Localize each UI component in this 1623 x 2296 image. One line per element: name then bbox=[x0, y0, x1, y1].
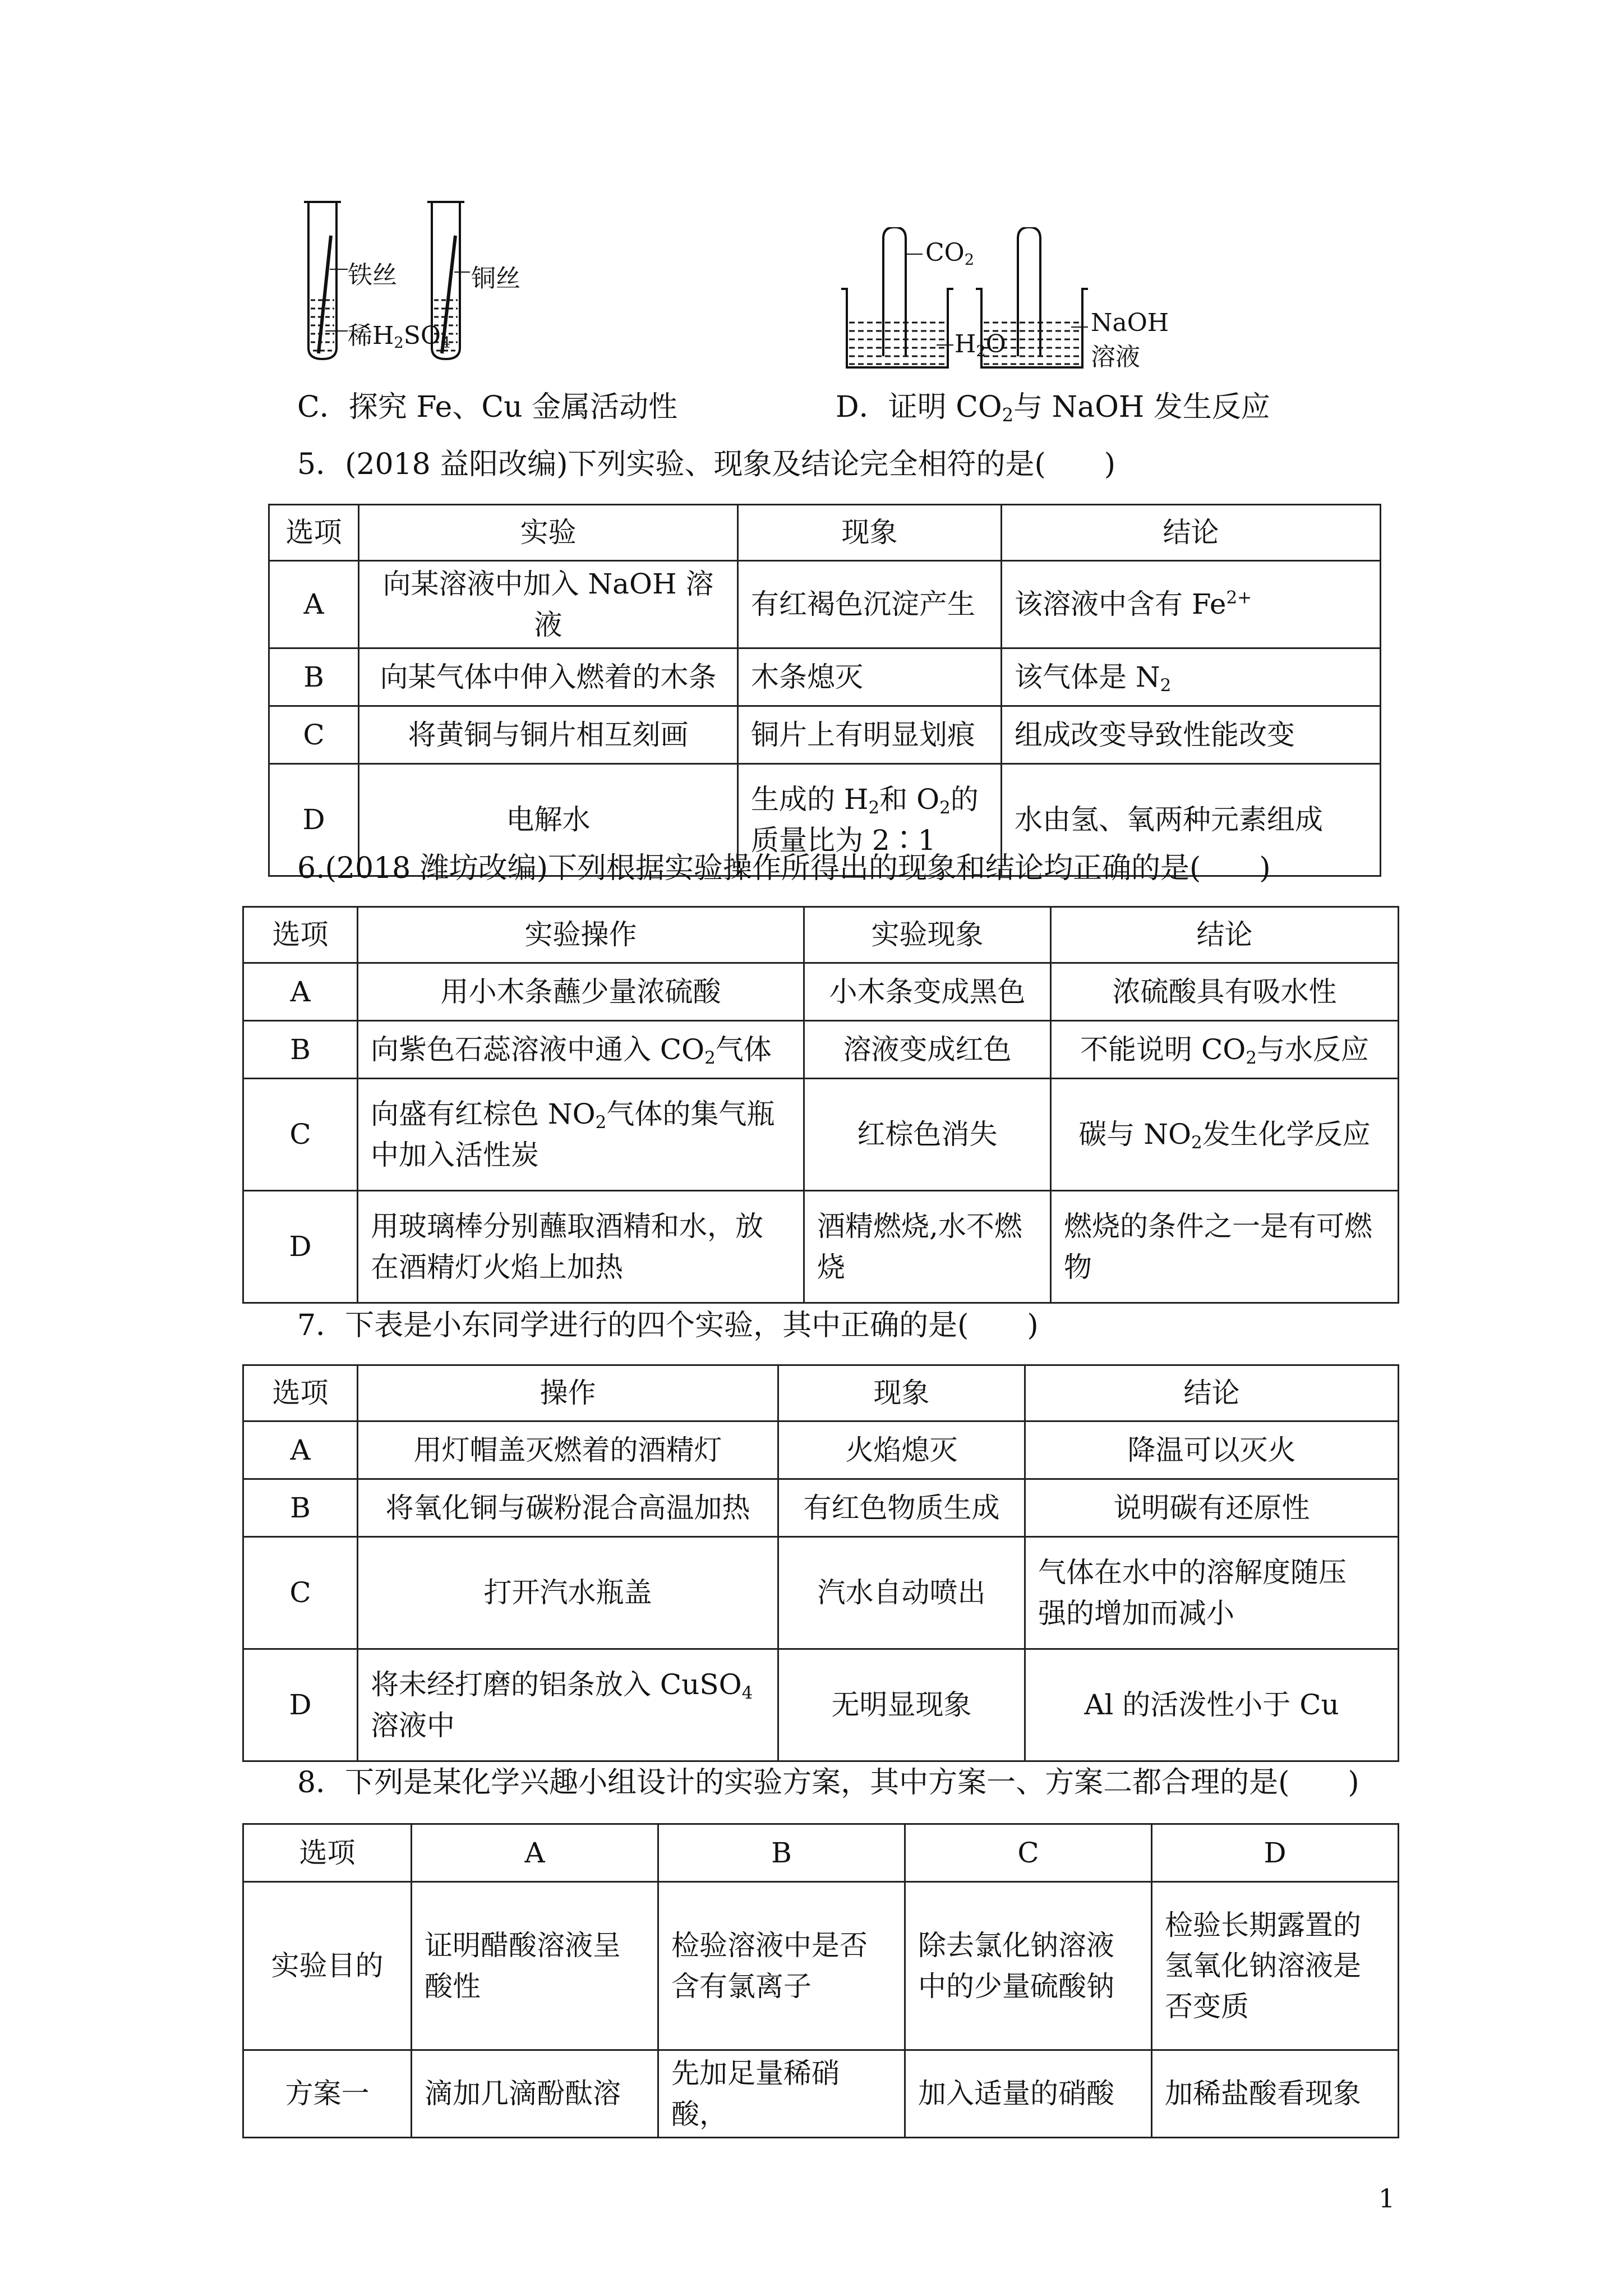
option-d-caption: D．证明 $CO_2$与 NaOH 发生反应 bbox=[836, 390, 1270, 426]
table-header-row bbox=[243, 1824, 1399, 1882]
operation-cell: 用灯帽盖灭燃着的酒精灯 bbox=[358, 1421, 778, 1479]
phenomenon-cell: 火焰熄灭 bbox=[778, 1421, 1025, 1479]
goal-cell: 除去氯化钠溶液 中的少量硫酸钠 bbox=[905, 1882, 1152, 2050]
option-label: D bbox=[243, 1191, 358, 1303]
label-co2: $CO_2$ bbox=[925, 238, 975, 269]
phenomenon-cell: 溶液变成红色 bbox=[804, 1021, 1051, 1079]
conclusion-cell: 不能说明 $CO_2$与水反应 bbox=[1051, 1021, 1399, 1079]
label-naoh: NaOH bbox=[1091, 309, 1169, 337]
operation-cell: 将未经打磨的铝条放入 CuSO$_4$ 溶液中 bbox=[358, 1649, 778, 1761]
phenomenon-cell: 有红褐色沉淀产生 bbox=[738, 561, 1002, 648]
row-label: 方案一 bbox=[243, 2050, 412, 2138]
page-number: 1 bbox=[1378, 2183, 1395, 2214]
header-cell: 结论 bbox=[1025, 1365, 1399, 1421]
conclusion-cell: 说明碳有还原性 bbox=[1025, 1479, 1399, 1537]
conclusion-cell: 降温可以灭火 bbox=[1025, 1421, 1399, 1479]
header-cell: B bbox=[658, 1824, 905, 1882]
phenomenon-cell: 木条熄灭 bbox=[738, 648, 1002, 706]
q6-table bbox=[242, 906, 1399, 1304]
table-row bbox=[243, 1421, 1399, 1479]
q8-table bbox=[242, 1823, 1399, 2138]
header-cell: 选项 bbox=[243, 1365, 358, 1421]
operation-cell: 向紫色石蕊溶液中通入 $CO_2$气体 bbox=[358, 1021, 804, 1079]
plan-cell: 加入适量的硝酸 bbox=[905, 2050, 1152, 2138]
table-row bbox=[243, 2050, 1399, 2138]
figure-d-beakers bbox=[836, 227, 1169, 373]
header-cell: 现象 bbox=[778, 1365, 1025, 1421]
label-fe-wire: 铁丝 bbox=[348, 261, 397, 289]
goal-cell: 证明醋酸溶液呈 酸性 bbox=[412, 1882, 658, 2050]
table-header-row bbox=[243, 907, 1399, 963]
conclusion-cell: 该溶液中含有 $Fe^{2+}$ bbox=[1002, 561, 1381, 648]
table-row bbox=[243, 1649, 1399, 1761]
option-label: D bbox=[269, 764, 359, 876]
option-label: A bbox=[243, 1421, 358, 1479]
phenomenon-cell: 无明显现象 bbox=[778, 1649, 1025, 1761]
table-row bbox=[243, 963, 1399, 1021]
header-cell: 实验 bbox=[359, 505, 738, 561]
table-row bbox=[243, 1079, 1399, 1191]
option-label: B bbox=[243, 1479, 358, 1537]
experiment-cell: 向某气体中伸入燃着的木条 bbox=[359, 648, 738, 706]
conclusion-cell: 浓硫酸具有吸水性 bbox=[1051, 963, 1399, 1021]
label-h2o: $H_2O$ bbox=[955, 330, 1006, 360]
goal-cell: 检验溶液中是否 含有氯离子 bbox=[658, 1882, 905, 2050]
operation-cell: 用小木条蘸少量浓硫酸 bbox=[358, 963, 804, 1021]
q5-title: 5．(2018 益阳改编)下列实验、现象及结论完全相符的是( ) bbox=[297, 448, 1116, 481]
row-label: 实验目的 bbox=[243, 1882, 412, 2050]
plan-cell: 加稀盐酸看现象 bbox=[1152, 2050, 1399, 2138]
table-row bbox=[243, 1479, 1399, 1537]
header-cell: 选项 bbox=[269, 505, 359, 561]
table-row bbox=[269, 648, 1381, 706]
q5-table bbox=[268, 504, 1381, 877]
conclusion-cell: 该气体是 $N_2$ bbox=[1002, 648, 1381, 706]
conclusion-cell: 燃烧的条件之一是有可燃 物 bbox=[1051, 1191, 1399, 1303]
experiment-cell: 向某溶液中加入 NaOH 溶液 bbox=[359, 561, 738, 648]
option-label: B bbox=[269, 648, 359, 706]
label-dilute-sulfuric-acid: 稀$H_2SO_4$ bbox=[348, 321, 451, 352]
conclusion-cell: 气体在水中的溶解度随压 强的增加而减小 bbox=[1025, 1537, 1399, 1649]
header-cell: D bbox=[1152, 1824, 1399, 1882]
header-cell: 选项 bbox=[243, 907, 358, 963]
option-label: D bbox=[243, 1649, 358, 1761]
header-cell: 结论 bbox=[1051, 907, 1399, 963]
q7-table bbox=[242, 1364, 1399, 1762]
operation-cell: 打开汽水瓶盖 bbox=[358, 1537, 778, 1649]
experiment-cell: 电解水 bbox=[359, 764, 738, 876]
plan-cell: 滴加几滴酚酞溶 bbox=[412, 2050, 658, 2138]
q7-title: 7．下表是小东同学进行的四个实验，其中正确的是( ) bbox=[297, 1309, 1039, 1342]
q8-title: 8．下列是某化学兴趣小组设计的实验方案，其中方案一、方案二都合理的是( ) bbox=[297, 1766, 1359, 1800]
q6-title: 6.(2018 潍坊改编)下列根据实验操作所得出的现象和结论均正确的是( ) bbox=[297, 852, 1271, 885]
option-c-caption: C．探究 Fe、Cu 金属活动性 bbox=[297, 390, 678, 424]
figure-c-test-tubes bbox=[292, 196, 572, 370]
operation-cell: 用玻璃棒分别蘸取酒精和水，放 在酒精灯火焰上加热 bbox=[358, 1191, 804, 1303]
phenomenon-cell: 有红色物质生成 bbox=[778, 1479, 1025, 1537]
phenomenon-cell: 红棕色消失 bbox=[804, 1079, 1051, 1191]
conclusion-cell: Al 的活泼性小于 Cu bbox=[1025, 1649, 1399, 1761]
table-row bbox=[269, 706, 1381, 764]
header-cell: 实验现象 bbox=[804, 907, 1051, 963]
label-solution: 溶液 bbox=[1091, 343, 1140, 371]
phenomenon-cell: 酒精燃烧,水不燃 烧 bbox=[804, 1191, 1051, 1303]
header-cell: 选项 bbox=[243, 1824, 412, 1882]
operation-cell: 将氧化铜与碳粉混合高温加热 bbox=[358, 1479, 778, 1537]
goal-cell: 检验长期露置的 氢氧化钠溶液是 否变质 bbox=[1152, 1882, 1399, 2050]
table-header-row bbox=[269, 505, 1381, 561]
table-row bbox=[269, 561, 1381, 648]
conclusion-cell: 水由氢、氧两种元素组成 bbox=[1002, 764, 1381, 876]
table-row bbox=[243, 1537, 1399, 1649]
plan-cell: 先加足量稀硝酸， bbox=[658, 2050, 905, 2138]
table-row bbox=[243, 1882, 1399, 2050]
phenomenon-cell: 小木条变成黑色 bbox=[804, 963, 1051, 1021]
header-cell: A bbox=[412, 1824, 658, 1882]
option-label: A bbox=[243, 963, 358, 1021]
table-row bbox=[243, 1191, 1399, 1303]
header-cell: 实验操作 bbox=[358, 907, 804, 963]
operation-cell: 向盛有红棕色 $NO_2$气体的集气瓶 中加入活性炭 bbox=[358, 1079, 804, 1191]
option-label: C bbox=[243, 1537, 358, 1649]
header-cell: 结论 bbox=[1002, 505, 1381, 561]
header-cell: 现象 bbox=[738, 505, 1002, 561]
header-cell: C bbox=[905, 1824, 1152, 1882]
table-header-row bbox=[243, 1365, 1399, 1421]
option-label: C bbox=[269, 706, 359, 764]
phenomenon-cell: 汽水自动喷出 bbox=[778, 1537, 1025, 1649]
option-label: A bbox=[269, 561, 359, 648]
label-cu-wire: 铜丝 bbox=[471, 264, 520, 293]
header-cell: 操作 bbox=[358, 1365, 778, 1421]
phenomenon-cell: 生成的 $H_2$和 $O_2$的 质量比为 2∶1 bbox=[738, 764, 1002, 876]
conclusion-cell: 碳与 $NO_2$发生化学反应 bbox=[1051, 1079, 1399, 1191]
option-label: C bbox=[243, 1079, 358, 1191]
experiment-cell: 将黄铜与铜片相互刻画 bbox=[359, 706, 738, 764]
phenomenon-cell: 铜片上有明显划痕 bbox=[738, 706, 1002, 764]
table-row bbox=[243, 1021, 1399, 1079]
option-label: B bbox=[243, 1021, 358, 1079]
conclusion-cell: 组成改变导致性能改变 bbox=[1002, 706, 1381, 764]
